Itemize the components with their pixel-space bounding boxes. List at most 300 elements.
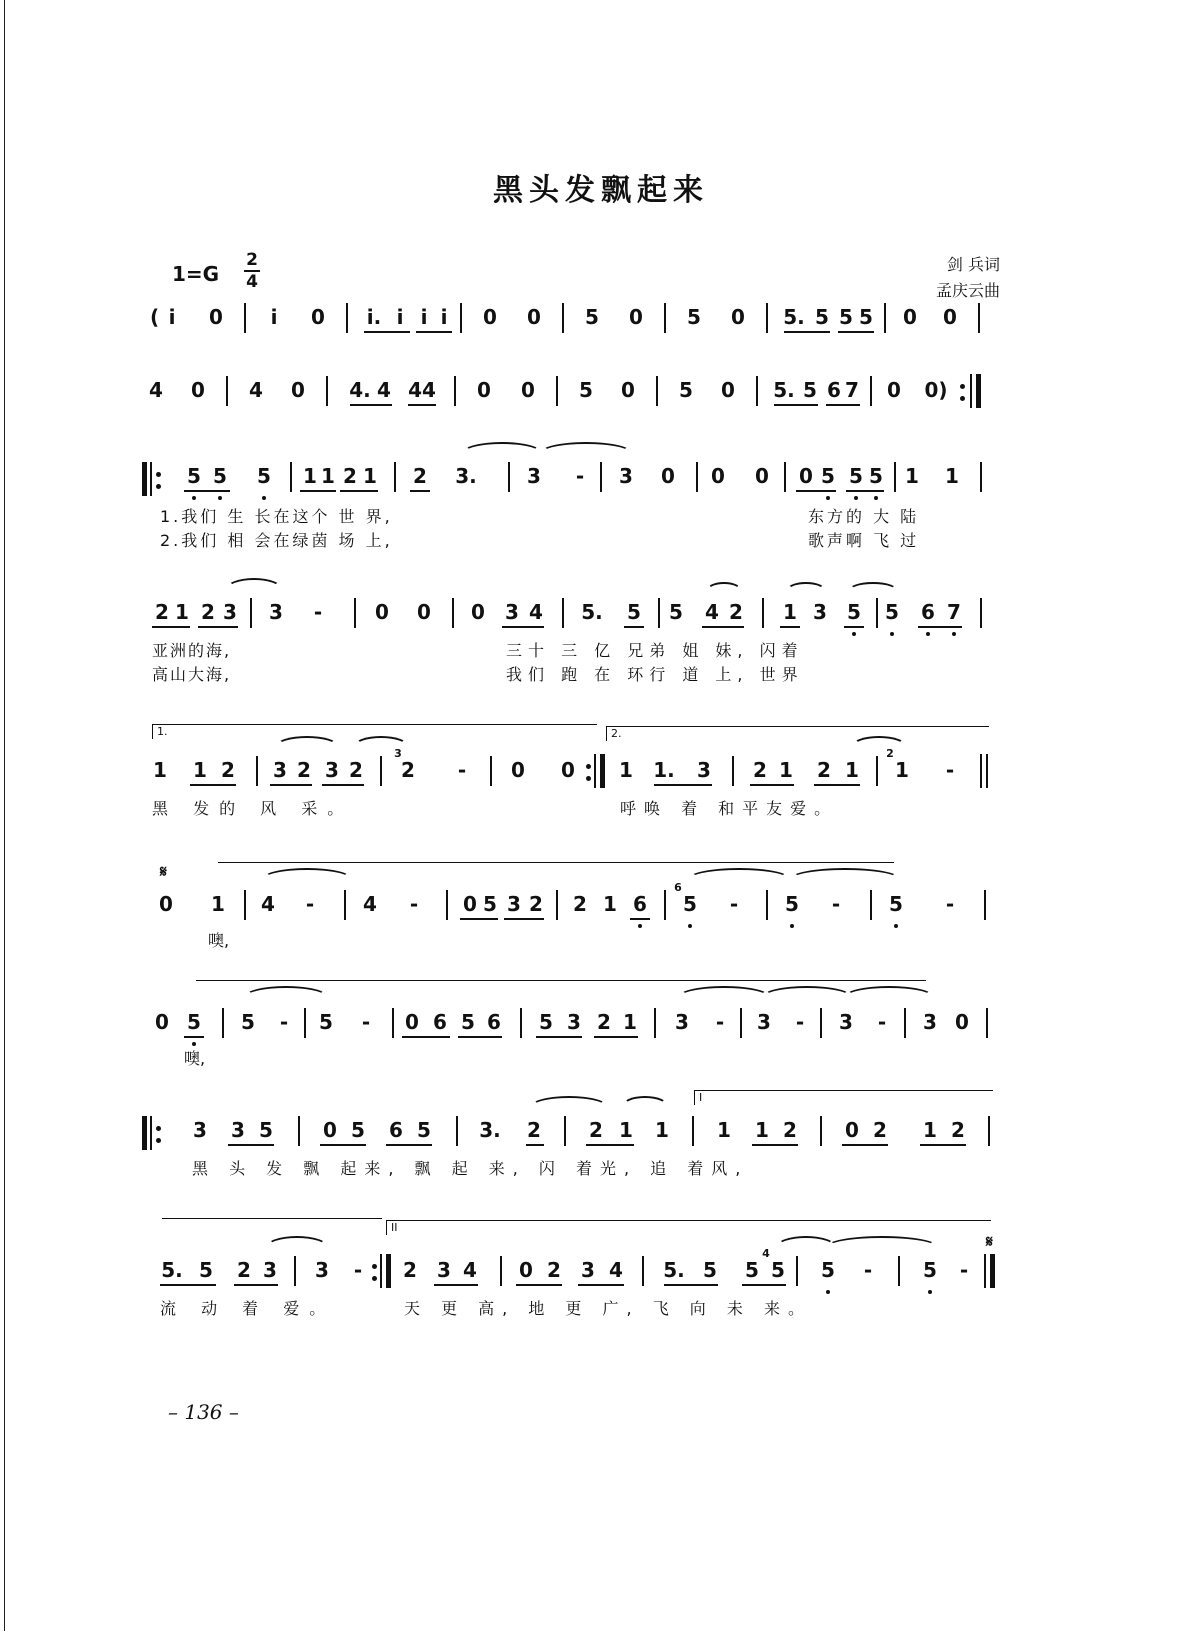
- note: 4: [609, 1258, 623, 1282]
- note: 1: [153, 758, 167, 782]
- final-barline: [990, 1254, 995, 1288]
- note: -: [353, 1258, 363, 1282]
- grace-note: 2: [886, 747, 894, 760]
- note: 1: [945, 464, 959, 488]
- barline: [594, 754, 596, 788]
- underline: [844, 626, 864, 628]
- note: 4: [149, 378, 163, 402]
- note: 4: [529, 600, 543, 624]
- note: 44: [408, 378, 436, 402]
- underline: [152, 626, 190, 628]
- note: 4: [463, 1258, 477, 1282]
- note: 0: [191, 378, 205, 402]
- note: -: [279, 1010, 289, 1034]
- note: 4: [363, 892, 377, 916]
- underline: [320, 1144, 366, 1146]
- barline: [970, 374, 972, 408]
- note: 2: [403, 1258, 417, 1282]
- note: 5: [889, 892, 903, 916]
- underline: [234, 1284, 278, 1286]
- underline: [416, 331, 452, 333]
- underline: [838, 331, 874, 333]
- note: 2: [529, 892, 543, 916]
- note: 0: [483, 305, 497, 329]
- note: 3: [839, 1010, 853, 1034]
- note: 3: [263, 1258, 277, 1282]
- tie: [276, 736, 338, 756]
- note: 1: [755, 1118, 769, 1142]
- note: i: [168, 305, 176, 329]
- underline: [780, 626, 800, 628]
- lyrics-verse-2-end: 我们 跑 在 环行 道 上, 世界: [506, 665, 804, 684]
- lyrics-verse-1-end: 东方的 大 陆: [808, 507, 920, 526]
- underline: [654, 784, 712, 786]
- note: 3: [231, 1118, 245, 1142]
- note: 0: [755, 464, 769, 488]
- song-title: 黑头发飘起来: [493, 173, 709, 208]
- note: -: [715, 1010, 725, 1034]
- note: 3: [757, 1010, 771, 1034]
- barline: [392, 1008, 394, 1038]
- note: 5: [785, 892, 799, 916]
- note: 5: [803, 378, 817, 402]
- note: -: [409, 892, 419, 916]
- note: 6: [921, 600, 935, 624]
- note: 0: [521, 378, 535, 402]
- underline: [536, 1036, 582, 1038]
- barline: [876, 756, 878, 786]
- note: 5.: [161, 1258, 183, 1282]
- barline: [380, 756, 382, 786]
- barline: [980, 462, 982, 492]
- barline: [820, 1116, 822, 1146]
- note: 0: [405, 1010, 419, 1034]
- credits: [908, 252, 1000, 304]
- note: 5: [241, 1010, 255, 1034]
- grace-note: 6: [674, 881, 682, 894]
- tie: [786, 582, 826, 600]
- note: 0: [477, 378, 491, 402]
- note: 5: [859, 305, 873, 329]
- note: (: [150, 305, 160, 329]
- volta-bracket-2: 2.: [606, 726, 989, 741]
- lyrics-ending-I: 流 动 着 爱。: [160, 1299, 336, 1318]
- lyrics-verse-2-end: 歌声啊 飞 过: [808, 531, 920, 550]
- underline: [402, 1036, 450, 1038]
- barline: [222, 1008, 224, 1038]
- note: 5: [351, 1118, 365, 1142]
- note: 2: [729, 600, 743, 624]
- note: 7: [947, 600, 961, 624]
- note: 0: [323, 1118, 337, 1142]
- barline: [692, 1116, 694, 1146]
- low-dot: [874, 496, 878, 500]
- meter-bottom: 4: [246, 272, 258, 292]
- low-dot: [262, 496, 266, 500]
- underline: [796, 490, 836, 492]
- barline: [394, 462, 396, 492]
- note: 5: [213, 464, 227, 488]
- note: -: [313, 600, 323, 624]
- note: 3: [269, 600, 283, 624]
- barline: [986, 1008, 988, 1038]
- lyricist: 剑 兵词: [946, 255, 1000, 274]
- note: 5: [839, 305, 853, 329]
- low-dot: [894, 924, 898, 928]
- barline: [244, 303, 246, 333]
- note: 0: [311, 305, 325, 329]
- barline: [980, 754, 982, 788]
- note: 5.: [581, 600, 603, 624]
- underline: [702, 626, 744, 628]
- note: 2: [527, 1118, 541, 1142]
- note: 2: [783, 1118, 797, 1142]
- page-number: – 136 –: [168, 1400, 239, 1424]
- low-dot: [218, 496, 222, 500]
- note: 0: [561, 758, 575, 782]
- note: i: [440, 305, 448, 329]
- note: 3: [193, 1118, 207, 1142]
- note: 2: [573, 892, 587, 916]
- note: 1: [211, 892, 225, 916]
- underline: [386, 1144, 432, 1146]
- barline: [732, 756, 734, 786]
- underline: [198, 626, 238, 628]
- tie: [262, 868, 352, 890]
- repeat-end-barline: [600, 754, 605, 788]
- segno-icon: 𝄋: [986, 1232, 993, 1251]
- underline: [752, 1144, 798, 1146]
- note: 5: [815, 305, 829, 329]
- repeat-dots: [372, 1256, 377, 1286]
- underline: [918, 626, 962, 628]
- barline: [508, 462, 510, 492]
- underline: [920, 1144, 966, 1146]
- underline: [842, 1144, 888, 1146]
- lyrics-oh: 噢,: [208, 931, 230, 950]
- note: 2: [343, 464, 357, 488]
- note: 2: [221, 758, 235, 782]
- note: 6: [633, 892, 647, 916]
- lyrics-oh: 噢,: [184, 1049, 206, 1068]
- underline: [190, 784, 236, 786]
- note: -: [729, 892, 739, 916]
- low-dot: [790, 924, 794, 928]
- note: 3: [273, 758, 287, 782]
- note: -: [361, 1010, 371, 1034]
- note: 2: [413, 464, 427, 488]
- barline: [664, 303, 666, 333]
- lyrics-verse-1: 1.我们 生 长在这个 世 界,: [160, 507, 393, 526]
- note: 5: [585, 305, 599, 329]
- note: 3: [567, 1010, 581, 1034]
- note: 1: [619, 758, 633, 782]
- note: -: [305, 892, 315, 916]
- note: 0: [721, 378, 735, 402]
- note: -: [877, 1010, 887, 1034]
- meter-top: 2: [246, 250, 258, 270]
- barline: [904, 1008, 906, 1038]
- barline: [150, 462, 152, 496]
- note: 1: [905, 464, 919, 488]
- underline: [300, 490, 336, 492]
- barline: [696, 462, 698, 492]
- note: 3: [619, 464, 633, 488]
- barline: [344, 890, 346, 920]
- note: 5: [885, 600, 899, 624]
- note: 1: [303, 464, 317, 488]
- score-row-4: [0, 600, 1202, 690]
- note: -: [831, 892, 841, 916]
- barline: [664, 890, 666, 920]
- barline: [984, 1254, 986, 1288]
- note: 1: [193, 758, 207, 782]
- barline: [762, 598, 764, 628]
- note: 0: [955, 1010, 969, 1034]
- note: 5.: [773, 378, 795, 402]
- barline: [980, 598, 982, 628]
- note: 3: [675, 1010, 689, 1034]
- segno-icon: 𝄋: [160, 862, 167, 881]
- barline: [876, 598, 878, 628]
- barline: [354, 598, 356, 628]
- underline: [624, 626, 644, 628]
- barline: [380, 1254, 382, 1288]
- underline: [630, 918, 650, 920]
- note: 5: [771, 1258, 785, 1282]
- tie: [678, 986, 770, 1008]
- barline: [870, 376, 872, 406]
- note: -: [457, 758, 467, 782]
- tie: [462, 442, 542, 464]
- lyrics-verse-1-start: 亚洲的海,: [152, 641, 232, 660]
- double-barline: [986, 754, 988, 788]
- lyrics-ending-1: 黑 发的 风 采。: [152, 799, 354, 818]
- note: 5: [627, 600, 641, 624]
- volta-bracket-I: I: [694, 1090, 993, 1105]
- note: 3: [527, 464, 541, 488]
- repeat-start-barline: [142, 1116, 147, 1150]
- note: 3: [697, 758, 711, 782]
- note: 5: [849, 464, 863, 488]
- note: 1: [321, 464, 335, 488]
- note: 0: [661, 464, 675, 488]
- note: 5: [745, 1258, 759, 1282]
- barline: [600, 462, 602, 492]
- note: 5: [703, 1258, 717, 1282]
- note: 4: [705, 600, 719, 624]
- low-dot: [854, 496, 858, 500]
- barline: [870, 890, 872, 920]
- underline: [408, 404, 436, 406]
- note: 0: [943, 305, 957, 329]
- tie: [826, 1236, 938, 1258]
- tie: [622, 1096, 668, 1116]
- repeat-dots: [586, 756, 591, 786]
- barline: [784, 462, 786, 492]
- note: 5: [869, 464, 883, 488]
- low-dot: [826, 1290, 830, 1294]
- note: 2: [547, 1258, 561, 1282]
- score-row-1: [0, 305, 1202, 345]
- barline: [564, 1116, 566, 1146]
- low-dot: [852, 632, 856, 636]
- note: 3: [315, 1258, 329, 1282]
- tie: [762, 986, 852, 1008]
- tie: [530, 1096, 608, 1118]
- note: 0: [155, 1010, 169, 1034]
- score-row-7: [0, 1010, 1202, 1070]
- note: 2: [589, 1118, 603, 1142]
- note: 1: [619, 1118, 633, 1142]
- underline: [458, 1036, 502, 1038]
- barline: [452, 598, 454, 628]
- barline: [556, 890, 558, 920]
- underline: [578, 1284, 624, 1286]
- underline: [594, 1036, 638, 1038]
- note: 2: [201, 600, 215, 624]
- note: 5: [187, 464, 201, 488]
- note: 5: [821, 1258, 835, 1282]
- note: i: [396, 305, 404, 329]
- score-row-8: [0, 1118, 1202, 1178]
- note: 1: [783, 600, 797, 624]
- underline: [526, 1144, 544, 1146]
- note: -: [795, 1010, 805, 1034]
- barline: [456, 1116, 458, 1146]
- grace-note: 4: [762, 1247, 770, 1260]
- underline: [322, 784, 364, 786]
- note: 1.: [653, 758, 675, 782]
- note: 2: [597, 1010, 611, 1034]
- low-dot: [638, 924, 642, 928]
- underline: [364, 331, 410, 333]
- note: 4: [261, 892, 275, 916]
- note: 6: [827, 378, 841, 402]
- note: 0: [731, 305, 745, 329]
- note: 5: [683, 892, 697, 916]
- underline: [184, 490, 230, 492]
- tie: [266, 1236, 328, 1258]
- underline: [410, 490, 430, 492]
- underline: [228, 1144, 274, 1146]
- note: 0: [629, 305, 643, 329]
- underline: [664, 1284, 718, 1286]
- note: 5: [187, 1010, 201, 1034]
- note: 3: [223, 600, 237, 624]
- long-slur: [196, 980, 926, 981]
- barline: [226, 376, 228, 406]
- barline: [756, 376, 758, 406]
- note: 1: [655, 1118, 669, 1142]
- note: 0: [799, 464, 813, 488]
- score-row-2: [0, 378, 1202, 418]
- repeat-dots: [156, 464, 161, 494]
- repeat-dots: [960, 376, 965, 406]
- note: 0: [511, 758, 525, 782]
- note: 5: [579, 378, 593, 402]
- note: 6: [389, 1118, 403, 1142]
- barline: [894, 462, 896, 492]
- underline: [774, 404, 818, 406]
- underline: [826, 404, 860, 406]
- note: 3: [325, 758, 339, 782]
- long-slur: [218, 862, 894, 863]
- note: 3.: [479, 1118, 501, 1142]
- note: 2: [951, 1118, 965, 1142]
- barline: [326, 376, 328, 406]
- composer: 孟庆云曲: [935, 281, 1000, 300]
- barline: [446, 890, 448, 920]
- note: 6: [433, 1010, 447, 1034]
- barline: [820, 1008, 822, 1038]
- score-row-9: [0, 1247, 1202, 1328]
- note: 0: [375, 600, 389, 624]
- barline: [250, 598, 252, 628]
- note: 5: [257, 464, 271, 488]
- low-dot: [926, 632, 930, 636]
- final-barline: [976, 374, 981, 408]
- barline: [766, 890, 768, 920]
- repeat-dots: [156, 1118, 161, 1148]
- tie: [244, 986, 328, 1008]
- note: 2: [753, 758, 767, 782]
- note: 0: [903, 305, 917, 329]
- note: 5: [679, 378, 693, 402]
- note: 0: [209, 305, 223, 329]
- underline: [742, 1284, 786, 1286]
- note: 0: [291, 378, 305, 402]
- low-dot: [928, 1290, 932, 1294]
- barline: [988, 1116, 990, 1146]
- note: 0): [924, 378, 948, 402]
- underline: [516, 1284, 562, 1286]
- note: 3: [505, 600, 519, 624]
- tie: [852, 736, 906, 756]
- volta-bracket-1: 1.: [152, 724, 597, 739]
- note: 5: [669, 600, 683, 624]
- barline: [556, 376, 558, 406]
- note: 1: [603, 892, 617, 916]
- note: 3: [581, 1258, 595, 1282]
- grace-note: 3: [394, 747, 402, 760]
- tie: [790, 868, 900, 890]
- barline: [654, 1008, 656, 1038]
- underline: [460, 918, 498, 920]
- low-dot: [890, 632, 894, 636]
- lyrics-verse-2-start: 高山大海,: [152, 665, 232, 684]
- barline: [454, 376, 456, 406]
- score-row-6: [0, 881, 1202, 952]
- barline: [658, 598, 660, 628]
- underline: [502, 626, 544, 628]
- note: 3: [437, 1258, 451, 1282]
- note: 3: [923, 1010, 937, 1034]
- note: 5: [483, 892, 497, 916]
- low-dot: [826, 496, 830, 500]
- note: 5: [259, 1118, 273, 1142]
- note: 2: [297, 758, 311, 782]
- note: 2: [401, 758, 415, 782]
- note: 0: [527, 305, 541, 329]
- underline: [270, 784, 312, 786]
- tie: [226, 578, 282, 600]
- underline: [814, 784, 860, 786]
- note: 5: [199, 1258, 213, 1282]
- note: 1: [923, 1118, 937, 1142]
- note: 3: [507, 892, 521, 916]
- barline: [642, 1256, 644, 1286]
